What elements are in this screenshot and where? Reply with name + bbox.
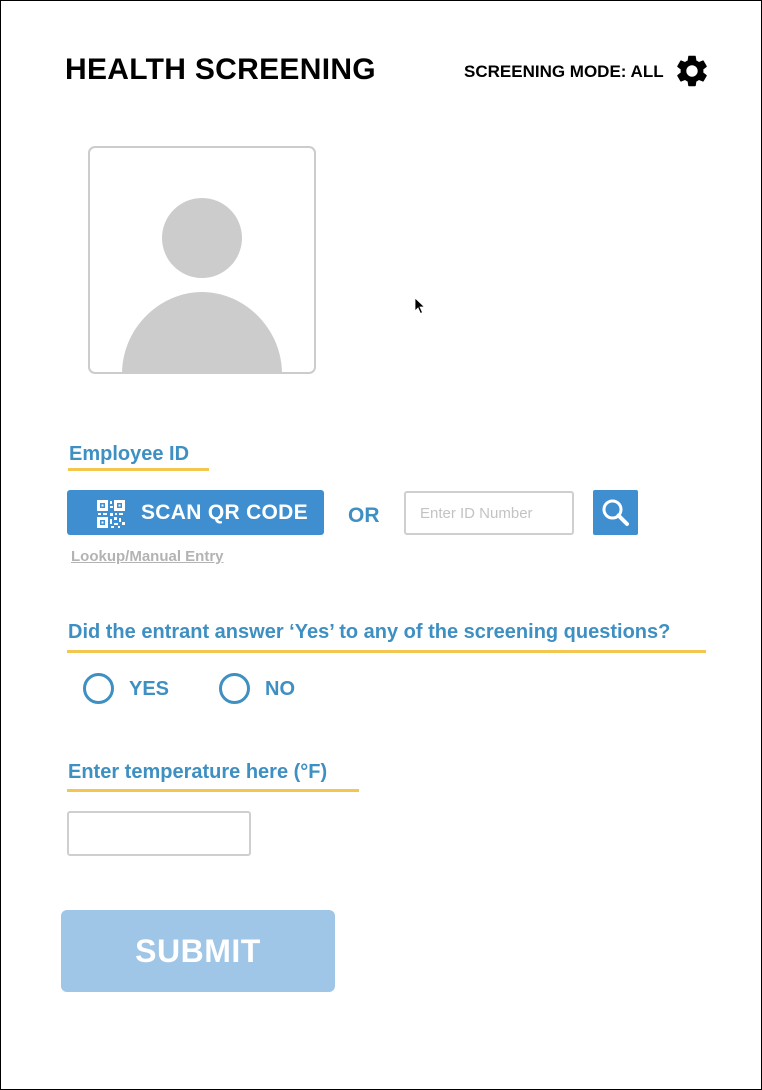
screening-mode-label: SCREENING MODE: ALL bbox=[464, 62, 664, 81]
radio-yes-label: YES bbox=[129, 678, 170, 700]
search-button[interactable] bbox=[593, 490, 638, 535]
employee-id-underline bbox=[68, 468, 209, 471]
submit-button[interactable]: SUBMIT bbox=[61, 910, 335, 992]
employee-id-input[interactable] bbox=[404, 491, 574, 535]
profile-photo-placeholder bbox=[88, 146, 316, 374]
radio-no-label: NO bbox=[265, 678, 295, 700]
mouse-cursor-icon bbox=[414, 297, 426, 315]
radio-yes[interactable] bbox=[83, 673, 114, 704]
qr-code-icon bbox=[97, 500, 125, 528]
temperature-label: Enter temperature here (°F) bbox=[68, 761, 328, 783]
avatar-silhouette-icon bbox=[90, 148, 314, 372]
page-title: HEALTH SCREENING bbox=[65, 53, 376, 86]
gear-icon[interactable] bbox=[673, 52, 711, 90]
screening-question-underline bbox=[67, 650, 706, 653]
radio-no[interactable] bbox=[219, 673, 250, 704]
search-icon bbox=[593, 490, 638, 535]
employee-id-label: Employee ID bbox=[69, 443, 190, 465]
temperature-underline bbox=[67, 789, 359, 792]
or-separator: OR bbox=[348, 504, 380, 527]
lookup-manual-entry-link[interactable]: Lookup/Manual Entry bbox=[71, 548, 224, 565]
scan-qr-code-button[interactable] bbox=[67, 490, 324, 535]
screening-question-label: Did the entrant answer ‘Yes’ to any of the screening questions? bbox=[68, 621, 671, 643]
scan-qr-code-label: SCAN QR CODE bbox=[141, 501, 308, 524]
temperature-input[interactable] bbox=[67, 811, 251, 856]
